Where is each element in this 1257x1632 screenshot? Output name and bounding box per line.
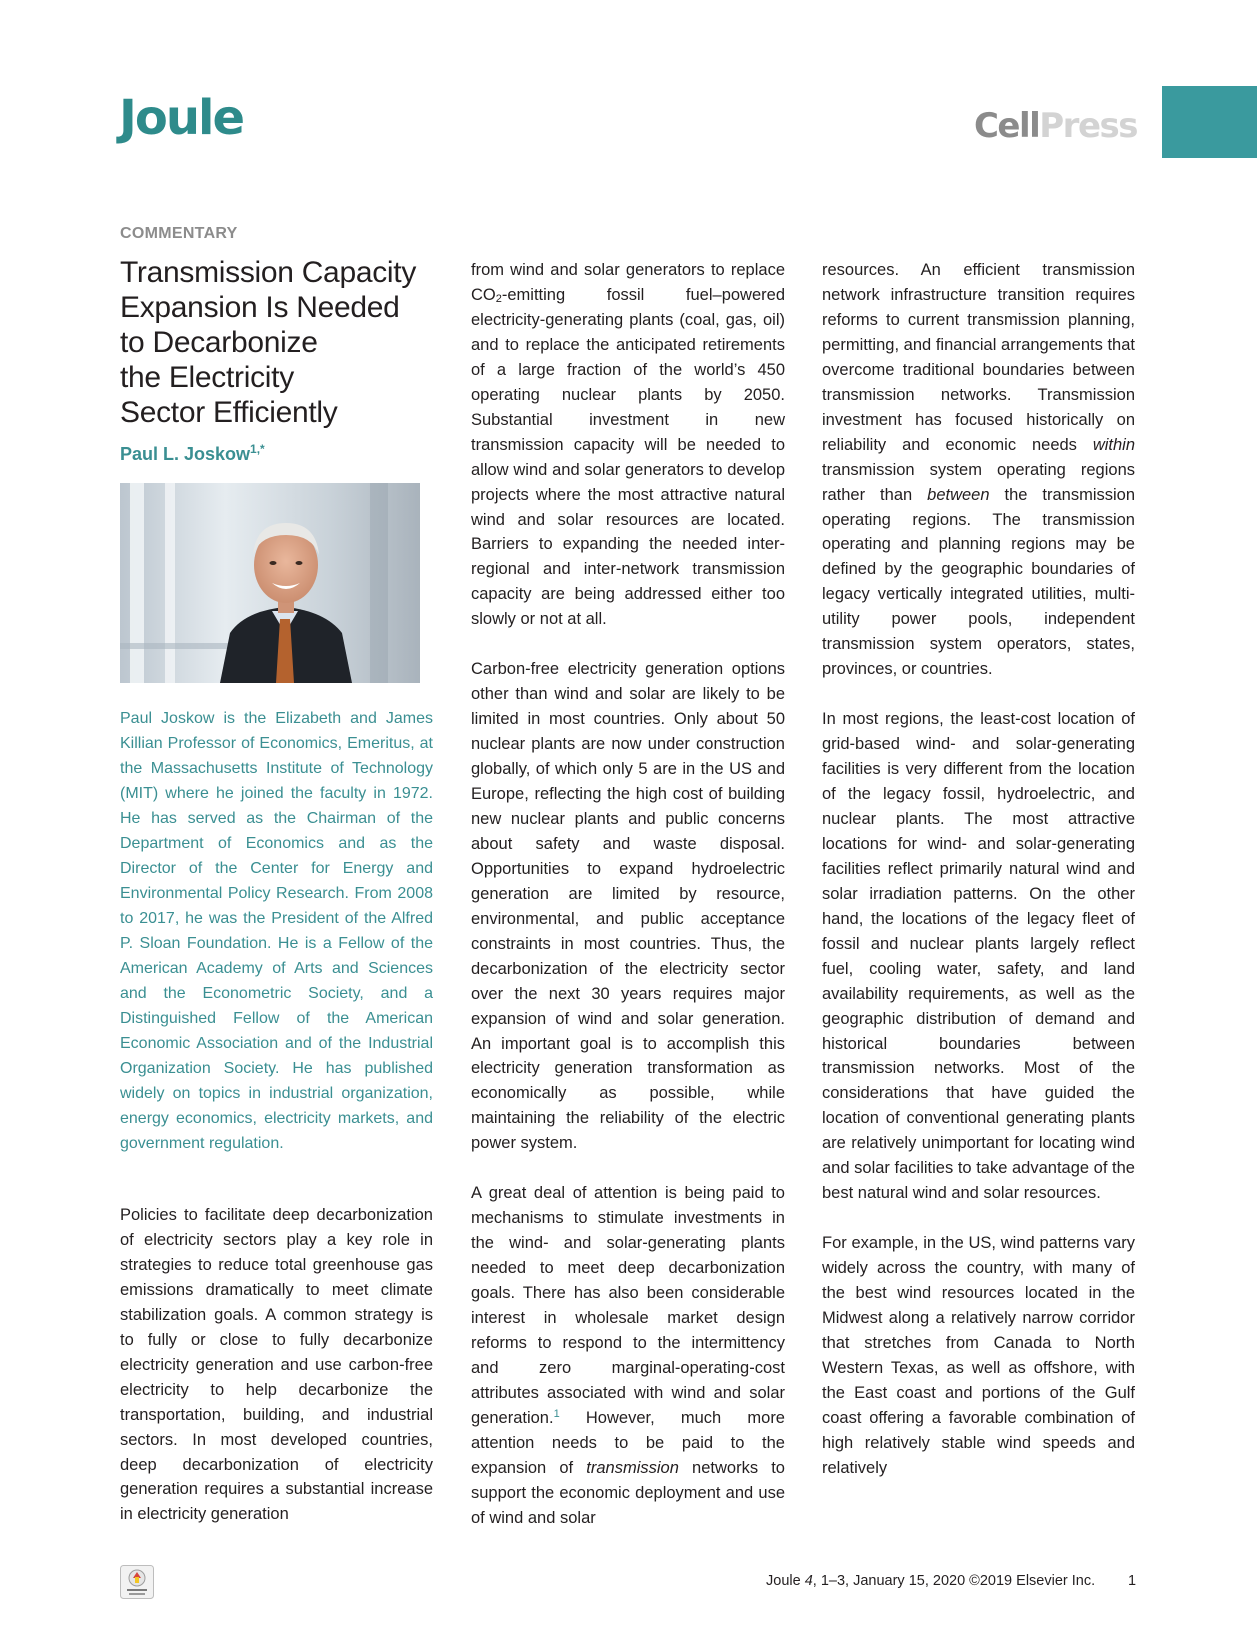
- footer-citation-rest: , 1–3, January 15, 2020 ©2019 Elsevier Inc.: [812, 1573, 1096, 1589]
- publisher-logo-part1: Cell: [973, 106, 1040, 146]
- body-paragraph: Carbon-free electricity generation options other than wind and solar are likely to be limited in most countries. Only about 50 nuclear plants are now under construction globally, of which only 5 are in the US and Europe, reflecting the high cost of building new nuclear plants and public concerns about safety and waste disposal. Opportunities to expand hydroelectric generation are limited by resource, environmental, and public acceptance constraints in most countries. Thus, the decarbonization of the electricity sector over the next 30 years requires major expansion of wind and solar generation. An important goal is to accomplish this electricity generation transformation as economically as possible, while maintaining the reliability of the electric power system.: [471, 660, 785, 1153]
- text-run: A great deal of attention is being paid to mechanisms to stimulate investments in the wind- and solar-generating plants needed to meet deep decarbonization goals. There has also been considerable interest in wholesale market design reforms to respond to the intermittency and zero marginal-operating-cost attributes associated with wind and solar generation.: [471, 1184, 785, 1427]
- footer-volume: 4: [804, 1573, 813, 1589]
- journal-logo: Joule: [119, 90, 244, 146]
- text-run: transmission system operating regions rather than: [822, 460, 1135, 504]
- text-run: -emitting fossil fuel–powered electricity-generating plants (coal, gas, oil) and to replace the anticipated retirements of a large fraction of the world’s 450 operating nuclear plants by 2050. Substantial investment in new transmission capacity will be needed to allow wind and solar generators to develop projects where the most attractive natural wind and solar resources are located. Barriers to expanding the needed inter-regional and inter-network transmission capacity are being addressed either too slowly or not at all.: [471, 285, 785, 629]
- body-paragraph: In most regions, the least-cost location of grid-based wind- and solar-generating facilities is very different from the location of the legacy fossil, hydroelectric, and nuclear plants. The most attractive locations for wind- and solar-generating facilities reflect primarily natural wind and solar irradiation patterns. On the other hand, the locations of the legacy fleet of fossil and nuclear plants largely reflect fuel, cooling water, safety, and land availability requirements, as well as the geographic distribution of demand and historical boundaries between transmission networks. Most of the considerations that have guided the location of conventional generating plants are relatively unimportant for locating wind and solar facilities to take advantage of the best natural wind and solar resources.: [822, 710, 1135, 1203]
- title-line: Expansion Is Needed: [120, 291, 400, 324]
- body-column-1: [120, 1203, 433, 1527]
- article-title: [120, 255, 440, 430]
- emphasis: transmission: [586, 1458, 679, 1477]
- text-run: networks to support the economic deployment and use of wind and solar: [471, 1458, 785, 1527]
- title-line: to Decarbonize: [120, 326, 318, 359]
- check-for-updates-icon[interactable]: [120, 1565, 154, 1599]
- author-photo: [120, 483, 420, 683]
- subscript: 2: [495, 292, 502, 305]
- body-paragraph: Policies to facilitate deep decarbonization of electricity sectors play a key role in strategies to reduce total greenhouse gas emissions dramatically to meet climate stabilization goals. A common strategy is to fully or close to fully decarbonize electricity generation and use carbon-free electricity to help decarbonize the transportation, building, and industrial sectors. In most developed countries, deep decarbonization of electricity generation requires a substantial increase in electricity generation: [120, 1206, 433, 1524]
- publisher-logo: [974, 106, 1137, 146]
- footer-citation: [766, 1573, 1095, 1589]
- section-label: COMMENTARY: [120, 225, 238, 242]
- text-run: However, much more attention needs to be paid to the expansion of: [471, 1408, 785, 1477]
- publisher-logo-part2: Press: [1039, 106, 1137, 146]
- author-name[interactable]: Paul L. Joskow: [120, 444, 251, 464]
- header-accent-tab: [1162, 86, 1257, 158]
- footer-journal: Joule: [766, 1573, 801, 1589]
- title-line: Transmission Capacity: [120, 256, 417, 289]
- title-line: the Electricity: [120, 361, 294, 394]
- body-paragraph: [471, 1181, 785, 1530]
- author-bio: Paul Joskow is the Elizabeth and James Killian Professor of Economics, Emeritus, at the Massachusetts Institute of Technology (MIT) where he joined the faculty in 1972. He has served as the Chairman of the Department of Economics and as the Director of the Center for Energy and Environmental Policy Research. From 2008 to 2017, he was the President of the Alfred P. Sloan Foundation. He is a Fellow of the American Academy of Arts and Sciences and the Econometric Society, and a Distinguished Fellow of the American Economic Association and of the Industrial Organization Society. He has published widely on topics in industrial organization, energy economics, electricity markets, and government regulation.: [120, 710, 433, 1152]
- text-run: the transmission operating regions. The transmission operating and planning regions may be defined by the geographic boundaries of legacy vertically integrated utilities, multi-utility power pools, independent transmission system operators, states, provinces, or countries.: [822, 485, 1135, 679]
- body-paragraph: For example, in the US, wind patterns vary widely across the country, with many of the best wind resources located in the Midwest along a relatively narrow corridor that stretches from Canada to North Western Texas, as well as offshore, with the East coast and portions of the Gulf coast offering a favorable combination of high relatively stable wind speeds and relatively: [822, 1234, 1135, 1477]
- text-run: resources. An efficient transmission network infrastructure transition requires reforms to current transmission planning, permitting, and financial arrangements that overcome traditional boundaries between transmission networks. Transmission investment has focused historically on reliability and economic needs: [822, 261, 1135, 454]
- body-paragraph: [822, 258, 1135, 682]
- body-paragraph: [471, 258, 785, 632]
- reference-link[interactable]: 1: [553, 1407, 560, 1420]
- body-column-2: [471, 258, 785, 1531]
- text-run: from wind and solar generators to replace CO: [471, 261, 785, 304]
- emphasis: within: [1092, 435, 1135, 454]
- author-byline: [120, 442, 265, 465]
- title-line: Sector Efficiently: [120, 396, 338, 429]
- page-number: 1: [1128, 1573, 1137, 1589]
- author-affiliation-marks[interactable]: 1,*: [250, 442, 265, 456]
- body-column-3: [822, 258, 1135, 1481]
- emphasis: between: [927, 485, 990, 504]
